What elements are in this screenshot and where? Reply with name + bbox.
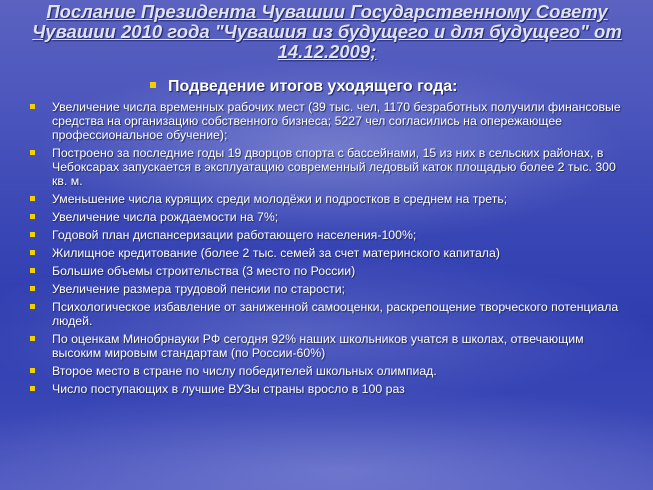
list-item — [30, 100, 630, 142]
list-item-text: Увеличение числа временных рабочих мест (39 тыс. чел, 1170 безработных получили финансовые средства на организацию собственного бизнеса; 5227 чел согласились на опережающее профессиональное обучение); — [52, 100, 621, 142]
list-item-text: Психологическое избавление от заниженной самооценки, раскрепощение творческого потенциала людей. — [52, 300, 619, 328]
list-item-text: Годовой план диспансеризации работающего населения-100%; — [52, 228, 417, 242]
slide-title: Послание Президента Чувашии Государственному Совету Чувашии 2010 года "Чувашия из будущего и для будущего" от 14.12.2009; — [32, 1, 622, 62]
list-item-text: Построено за последние годы 19 дворцов спорта с бассейнами, 15 из них в сельских районах, в Чебоксарах запускается в эксплуатацию современный ледовый каток площадью более 2 тыс. 300 кв. м. — [52, 146, 616, 188]
bullet-list — [30, 100, 630, 400]
square-bullet-icon — [30, 336, 35, 341]
square-bullet-icon — [30, 250, 35, 255]
list-item — [30, 382, 630, 396]
list-item-text: По оценкам Минобрнауки РФ сегодня 92% наших школьников учатся в школах, отвечающим высоким мировым стандартам (по России-60%) — [52, 332, 584, 360]
list-item-text: Второе место в стране по числу победителей школьных олимпиад. — [52, 364, 437, 378]
square-bullet-icon — [30, 104, 35, 109]
square-bullet-icon — [30, 286, 35, 291]
list-item — [30, 210, 630, 224]
list-item — [30, 332, 630, 360]
square-bullet-icon — [30, 232, 35, 237]
list-item-text: Жилищное кредитование (более 2 тыс. семей за счет материнского капитала) — [52, 246, 500, 260]
list-item — [30, 364, 630, 378]
list-item — [30, 300, 630, 328]
square-bullet-icon — [150, 82, 156, 88]
list-item — [30, 192, 630, 206]
list-item — [30, 264, 630, 278]
square-bullet-icon — [30, 214, 35, 219]
list-item — [30, 246, 630, 260]
list-item — [30, 282, 630, 296]
list-item-text: Большие объемы строительства (3 место по России) — [52, 264, 356, 278]
square-bullet-icon — [30, 304, 35, 309]
list-item-text: Увеличение числа рождаемости на 7%; — [52, 210, 279, 224]
list-item — [30, 228, 630, 242]
square-bullet-icon — [30, 150, 35, 155]
square-bullet-icon — [30, 368, 35, 373]
square-bullet-icon — [30, 386, 35, 391]
subheading-text: Подведение итогов уходящего года: — [168, 78, 458, 95]
list-item-text: Увеличение размера трудовой пенсии по старости; — [52, 282, 346, 296]
list-item — [30, 146, 630, 188]
list-item-text: Число поступающих в лучшие ВУЗы страны вросло в 100 раз — [52, 382, 405, 396]
square-bullet-icon — [30, 268, 35, 273]
square-bullet-icon — [30, 196, 35, 201]
list-item-text: Уменьшение числа курящих среди молодёжи и подростков в среднем на треть; — [52, 192, 508, 206]
subheading — [150, 78, 458, 96]
